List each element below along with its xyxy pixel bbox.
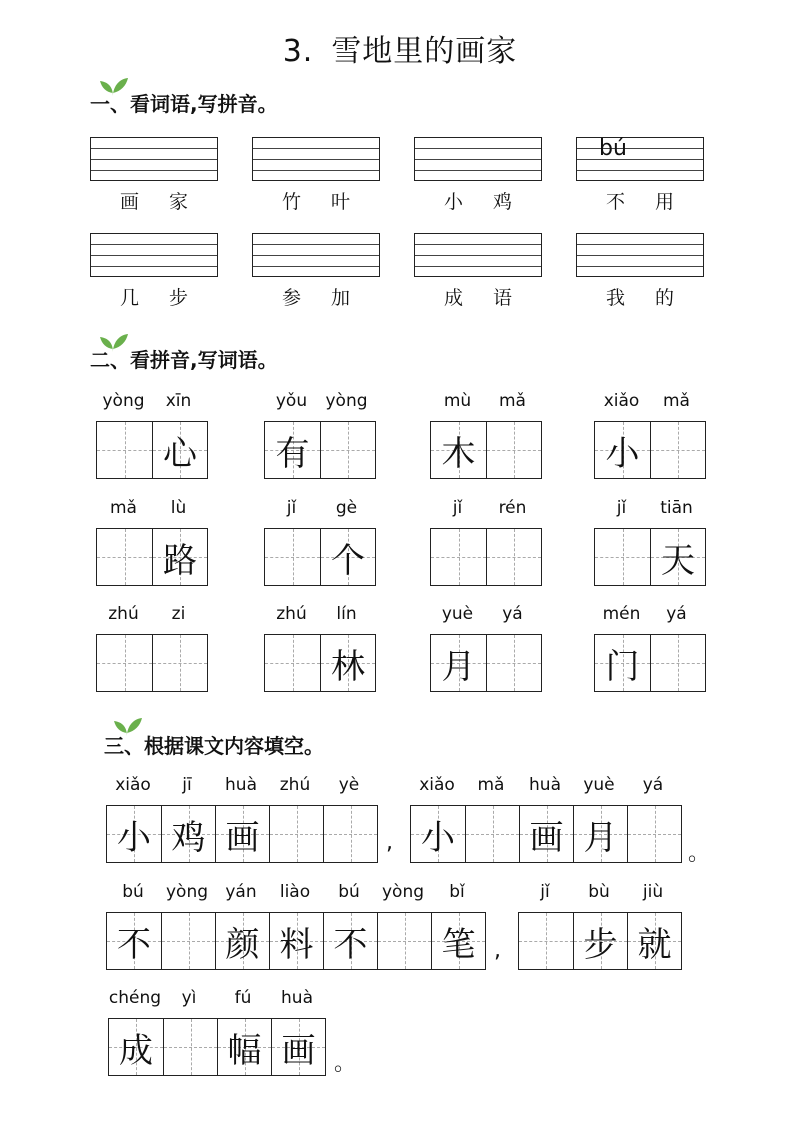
pinyin-label: jiù [642,882,664,902]
ruled-line [91,170,217,171]
writing-cell[interactable] [627,913,681,969]
word-char: 竹 [281,191,301,213]
pinyin-writing-box[interactable] [576,233,704,277]
pinyin-label: xiǎo [419,775,455,795]
pinyin-label: yán [225,882,257,902]
writing-cell[interactable] [217,1019,271,1075]
writing-cell[interactable] [269,913,323,969]
lesson-number: 3. [282,34,314,69]
pinyin-label: yòng [102,391,145,411]
writing-cell[interactable] [97,422,152,478]
writing-cell[interactable] [320,529,375,585]
writing-cell[interactable] [486,529,541,585]
word-char: 小 [443,191,463,213]
pinyin-label: huà [225,775,257,795]
cell-character: 步 [583,924,618,965]
comma-mark: , [494,938,501,963]
ruled-line [253,170,379,171]
section2-heading: 二、看拼音,写词语。 [90,348,278,372]
writing-cell[interactable] [161,913,215,969]
character-grid [106,912,486,970]
character-grid [594,528,706,586]
word-char: 加 [331,287,351,309]
pinyin-label: mén [602,604,641,624]
ruled-line [91,148,217,149]
ruled-line [91,244,217,245]
pinyin-writing-box[interactable] [90,137,218,181]
cell-character: 料 [279,924,314,965]
character-grid [410,805,682,863]
period-mark: 。 [688,841,711,866]
pinyin-label: gè [335,498,358,518]
cell-character: 小 [605,433,640,474]
writing-cell[interactable] [152,422,207,478]
word-label [576,283,704,310]
pinyin-answer: bú [599,136,627,161]
writing-cell[interactable] [107,913,161,969]
word-label [252,283,380,310]
pinyin-label: mù [443,391,472,411]
writing-cell[interactable] [595,635,650,691]
ruled-line [577,255,703,256]
character-grid [518,912,682,970]
ruled-line [253,159,379,160]
pinyin-label: xiǎo [115,775,151,795]
pinyin-label: huà [529,775,561,795]
writing-cell[interactable] [573,913,627,969]
ruled-line [577,170,703,171]
ruled-line [415,170,541,171]
pinyin-label: bú [122,882,144,902]
ruled-line [91,255,217,256]
cell-character: 鸡 [171,817,206,858]
ruled-line [415,148,541,149]
comma-mark: , [386,830,393,855]
section1-heading: 一、看词语,写拼音。 [90,92,278,116]
pinyin-label: mǎ [663,391,690,411]
pinyin-label: mǎ [499,391,526,411]
cell-character: 成 [119,1030,153,1071]
word-label [90,187,218,214]
writing-cell[interactable] [323,806,377,862]
writing-cell[interactable] [269,806,323,862]
pinyin-label: jǐ [540,882,550,902]
writing-cell[interactable] [163,1019,217,1075]
cell-character: 有 [275,433,310,474]
writing-cell[interactable] [431,635,486,691]
writing-cell[interactable] [650,529,705,585]
word-char: 不 [605,191,625,213]
word-char: 家 [169,191,189,213]
word-char: 用 [655,191,675,213]
pinyin-label: xiǎo [603,391,640,411]
pinyin-label: bǐ [449,882,465,902]
character-grid [594,634,706,692]
pinyin-label: yòng [325,391,368,411]
pinyin-label: tiān [660,498,693,518]
ruled-line [91,266,217,267]
writing-cell[interactable] [265,635,320,691]
pinyin-label: zhú [276,604,307,624]
cell-character: 不 [333,924,368,965]
word-char: 的 [655,287,675,309]
writing-cell[interactable] [486,635,541,691]
pinyin-label: jǐ [452,498,463,518]
ruled-line [415,255,541,256]
cell-character: 门 [605,646,640,687]
word-char: 语 [493,287,513,309]
cell-character: 幅 [227,1030,262,1071]
ruled-line [253,148,379,149]
pinyin-label: huà [281,988,313,1008]
character-grid [430,421,542,479]
ruled-line [415,266,541,267]
writing-cell[interactable] [109,1019,163,1075]
pinyin-label: mǎ [477,775,505,795]
pinyin-writing-box[interactable] [576,137,704,181]
pinyin-label: chéng [108,988,162,1008]
word-char: 成 [443,287,463,309]
word-char: 叶 [331,191,351,213]
pinyin-label: mǎ [110,498,137,518]
writing-cell[interactable] [152,635,207,691]
pinyin-label: yòng [381,882,425,902]
character-grid [96,528,208,586]
writing-cell[interactable] [265,529,320,585]
writing-cell[interactable] [320,635,375,691]
cell-character: 木 [441,433,476,474]
writing-cell[interactable] [431,913,485,969]
character-grid [264,634,376,692]
character-grid [430,528,542,586]
pinyin-label: xīn [165,391,192,411]
pinyin-label: lín [336,604,357,624]
cell-character: 天 [661,540,695,581]
pinyin-writing-box[interactable] [414,137,542,181]
word-char: 我 [605,287,625,309]
pinyin-label: yǒu [275,391,308,411]
character-grid [264,528,376,586]
pinyin-writing-box[interactable] [252,233,380,277]
ruled-line [577,148,703,149]
character-grid [106,805,378,863]
writing-cell[interactable] [486,422,541,478]
pinyin-label: jǐ [616,498,627,518]
character-grid [264,421,376,479]
pinyin-label: rén [498,498,527,518]
cell-character: 月 [441,646,476,687]
word-char: 步 [169,287,189,309]
pinyin-label: liào [279,882,311,902]
pinyin-label: bú [338,882,360,902]
pinyin-label: yì [181,988,197,1008]
ruled-line [91,159,217,160]
word-char: 鸡 [493,191,513,213]
pinyin-label: jī [182,775,192,795]
pinyin-writing-box[interactable] [252,137,380,181]
writing-cell[interactable] [519,806,573,862]
cell-character: 月 [583,817,618,858]
pinyin-label: yè [338,775,360,795]
pinyin-writing-box[interactable] [90,233,218,277]
ruled-line [577,266,703,267]
ruled-line [253,244,379,245]
word-char: 几 [119,287,139,309]
writing-cell[interactable] [97,635,152,691]
character-grid [96,421,208,479]
cell-character: 林 [331,646,365,687]
ruled-line [253,266,379,267]
writing-cell[interactable] [431,422,486,478]
writing-cell[interactable] [323,913,377,969]
cell-character: 不 [117,924,151,965]
writing-cell[interactable] [595,529,650,585]
character-grid [108,1018,326,1076]
writing-cell[interactable] [152,529,207,585]
writing-cell[interactable] [377,913,431,969]
word-char: 画 [119,191,139,213]
word-label [252,187,380,214]
pinyin-label: yuè [441,604,474,624]
writing-cell[interactable] [320,422,375,478]
lesson-title: 雪地里的画家 [331,34,518,69]
cell-character: 颜 [225,924,260,965]
writing-cell[interactable] [650,635,705,691]
pinyin-label: yá [666,604,687,624]
writing-cell[interactable] [161,806,215,862]
ruled-line [415,244,541,245]
writing-cell[interactable] [519,913,573,969]
writing-cell[interactable] [107,806,161,862]
character-grid [594,421,706,479]
writing-cell[interactable] [265,422,320,478]
cell-character: 画 [281,1030,316,1071]
pinyin-label: yuè [583,775,615,795]
writing-cell[interactable] [215,806,269,862]
word-label [414,187,542,214]
cell-character: 小 [421,817,455,858]
cell-character: 画 [225,817,260,858]
writing-cell[interactable] [595,422,650,478]
cell-character: 小 [117,817,151,858]
character-grid [430,634,542,692]
section3-heading: 三、根据课文内容填空。 [104,734,324,758]
pinyin-label: yòng [165,882,209,902]
cell-character: 个 [331,540,365,581]
writing-cell[interactable] [465,806,519,862]
word-char: 参 [281,287,301,309]
writing-cell[interactable] [650,422,705,478]
writing-cell[interactable] [573,806,627,862]
ruled-line [577,244,703,245]
pinyin-label: yá [642,775,664,795]
pinyin-label: fú [234,988,252,1008]
pinyin-label: zhú [108,604,139,624]
pinyin-writing-box[interactable] [414,233,542,277]
writing-cell[interactable] [271,1019,325,1075]
cell-character: 笔 [441,924,476,965]
ruled-line [253,255,379,256]
pinyin-label: bù [588,882,610,902]
pinyin-label: zi [171,604,186,624]
cell-character: 路 [163,540,197,581]
pinyin-label: yá [502,604,523,624]
character-grid [96,634,208,692]
word-label [414,283,542,310]
pinyin-label: zhú [279,775,311,795]
ruled-line [577,159,703,160]
cell-character: 画 [529,817,564,858]
cell-character: 就 [637,924,672,965]
writing-cell[interactable] [627,806,681,862]
writing-cell[interactable] [215,913,269,969]
page-title [0,26,800,70]
pinyin-label: jǐ [286,498,297,518]
period-mark: 。 [334,1051,357,1076]
pinyin-label: lù [170,498,187,518]
word-label [90,283,218,310]
writing-cell[interactable] [411,806,465,862]
cell-character: 心 [163,433,197,474]
writing-cell[interactable] [431,529,486,585]
word-label [576,187,704,214]
writing-cell[interactable] [97,529,152,585]
ruled-line [415,159,541,160]
